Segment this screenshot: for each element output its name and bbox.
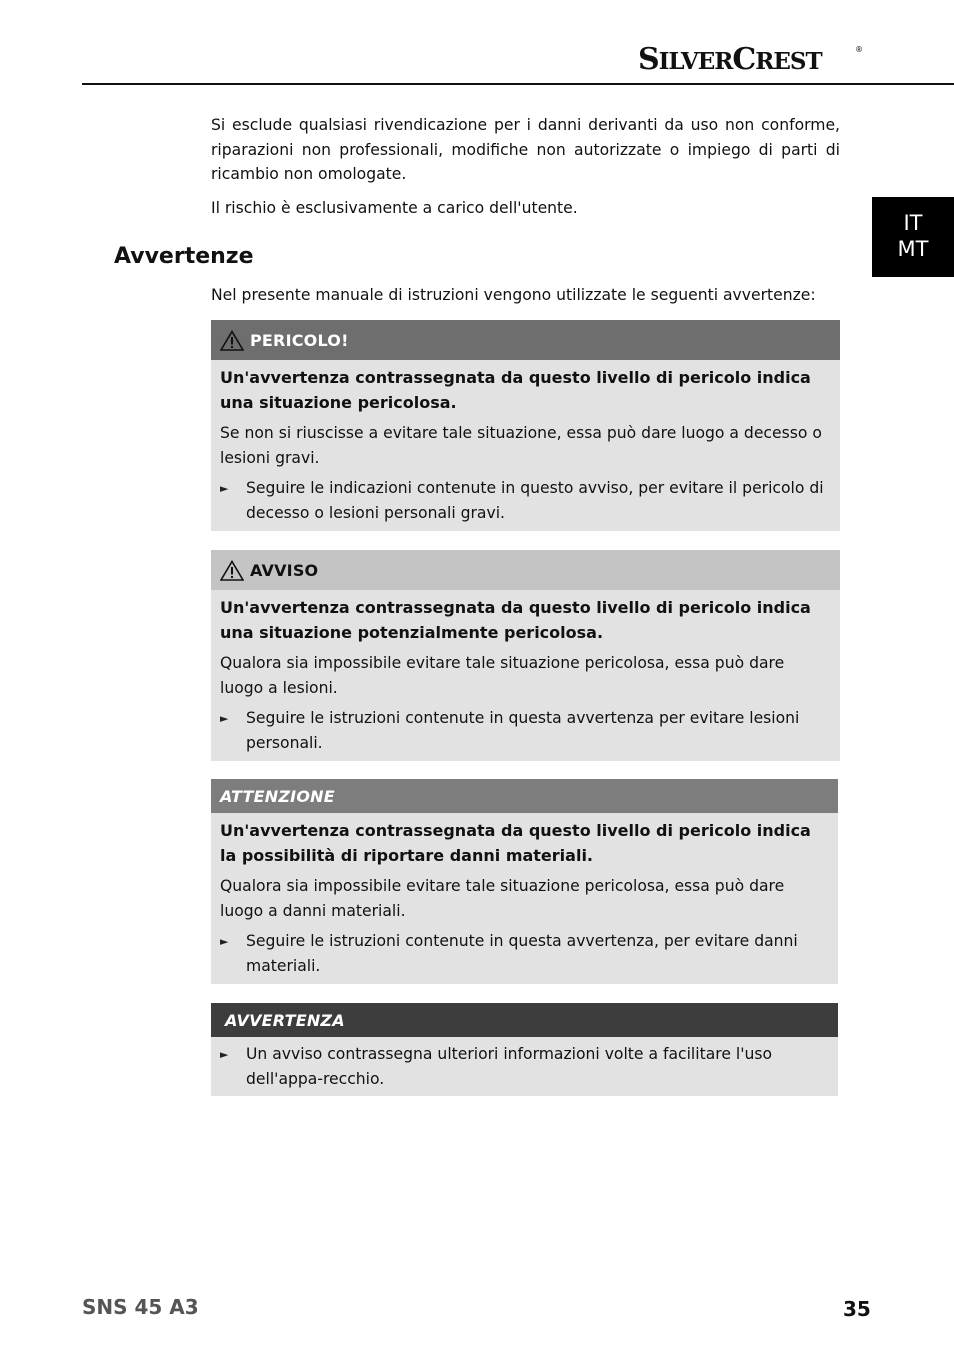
avviso-header	[211, 550, 840, 590]
avviso-bullet	[220, 706, 832, 755]
avviso-bullet-text: Seguire le istruzioni contenute in questa avvertenza per evitare lesioni personali.	[246, 709, 800, 752]
svg-text:SILVERCREST: SILVERCREST	[638, 42, 822, 74]
section-title: Avvertenze	[114, 244, 254, 269]
warning-triangle-icon	[220, 330, 244, 351]
lang-it: IT	[903, 211, 923, 235]
pericolo-label: PERICOLO!	[250, 330, 349, 350]
bullet-arrow-icon: ►	[220, 712, 229, 725]
page-number: 35	[843, 1297, 871, 1321]
attenzione-label: ATTENZIONE	[220, 786, 335, 806]
avvertenza-bullet	[220, 1042, 832, 1091]
avviso-text: Qualora sia impossibile evitare tale situazione pericolosa, essa può dare luogo a lesioni.	[220, 654, 785, 697]
pericolo-header	[211, 320, 840, 360]
section-lead: Nel presente manuale di istruzioni vengono utilizzate le seguenti avvertenze:	[211, 286, 816, 304]
language-tab	[872, 197, 954, 277]
intro-paragraph-2: Il rischio è esclusivamente a carico dell'utente.	[211, 199, 578, 217]
silvercrest-logo	[638, 40, 863, 74]
svg-text:®: ®	[855, 45, 863, 54]
warning-box-pericolo	[211, 320, 840, 531]
footer-model-number: SNS 45 A3	[82, 1295, 199, 1319]
warning-triangle-icon	[220, 560, 244, 581]
avviso-label: AVVISO	[250, 560, 319, 580]
avvertenza-label: AVVERTENZA	[225, 1010, 345, 1030]
warning-box-attenzione	[211, 779, 838, 984]
pericolo-bullet	[220, 476, 832, 525]
warning-box-avvertenza	[211, 1003, 838, 1096]
attenzione-header	[211, 779, 838, 813]
pericolo-text: Se non si riuscisse a evitare tale situazione, essa può dare luogo a decesso o lesioni gravi.	[220, 424, 822, 467]
pericolo-bullet-text: Seguire le indicazioni contenute in questo avviso, per evitare il pericolo di decesso o lesioni personali gravi.	[246, 479, 824, 522]
bullet-arrow-icon: ►	[220, 935, 229, 948]
lang-mt: MT	[897, 237, 929, 261]
pericolo-bold-text: Un'avvertenza contrassegnata da questo livello di pericolo indica una situazione pericolosa.	[220, 368, 811, 412]
header-rule	[82, 83, 954, 85]
attenzione-bold-text: Un'avvertenza contrassegnata da questo livello di pericolo indica la possibilità di riportare danni materiali.	[220, 821, 811, 865]
intro-paragraph-1: Si esclude qualsiasi rivendicazione per i danni derivanti da uso non conforme, riparazioni non professionali, modifiche non autorizzate o impiego di parti di ricambio non omologate.	[211, 116, 840, 183]
avviso-bold-text: Un'avvertenza contrassegnata da questo livello di pericolo indica una situazione potenzialmente pericolosa.	[220, 598, 811, 642]
attenzione-bullet-text: Seguire le istruzioni contenute in questa avvertenza, per evitare danni materiali.	[246, 932, 798, 975]
avvertenza-header	[211, 1003, 838, 1037]
bullet-arrow-icon: ►	[220, 482, 229, 495]
attenzione-text: Qualora sia impossibile evitare tale situazione pericolosa, essa può dare luogo a danni materiali.	[220, 877, 785, 920]
bullet-arrow-icon: ►	[220, 1048, 229, 1061]
warning-box-avviso	[211, 550, 840, 761]
avvertenza-bullet-text: Un avviso contrassegna ulteriori informazioni volte a facilitare l'uso dell'appa-recchio.	[246, 1045, 773, 1088]
attenzione-bullet	[220, 929, 830, 978]
